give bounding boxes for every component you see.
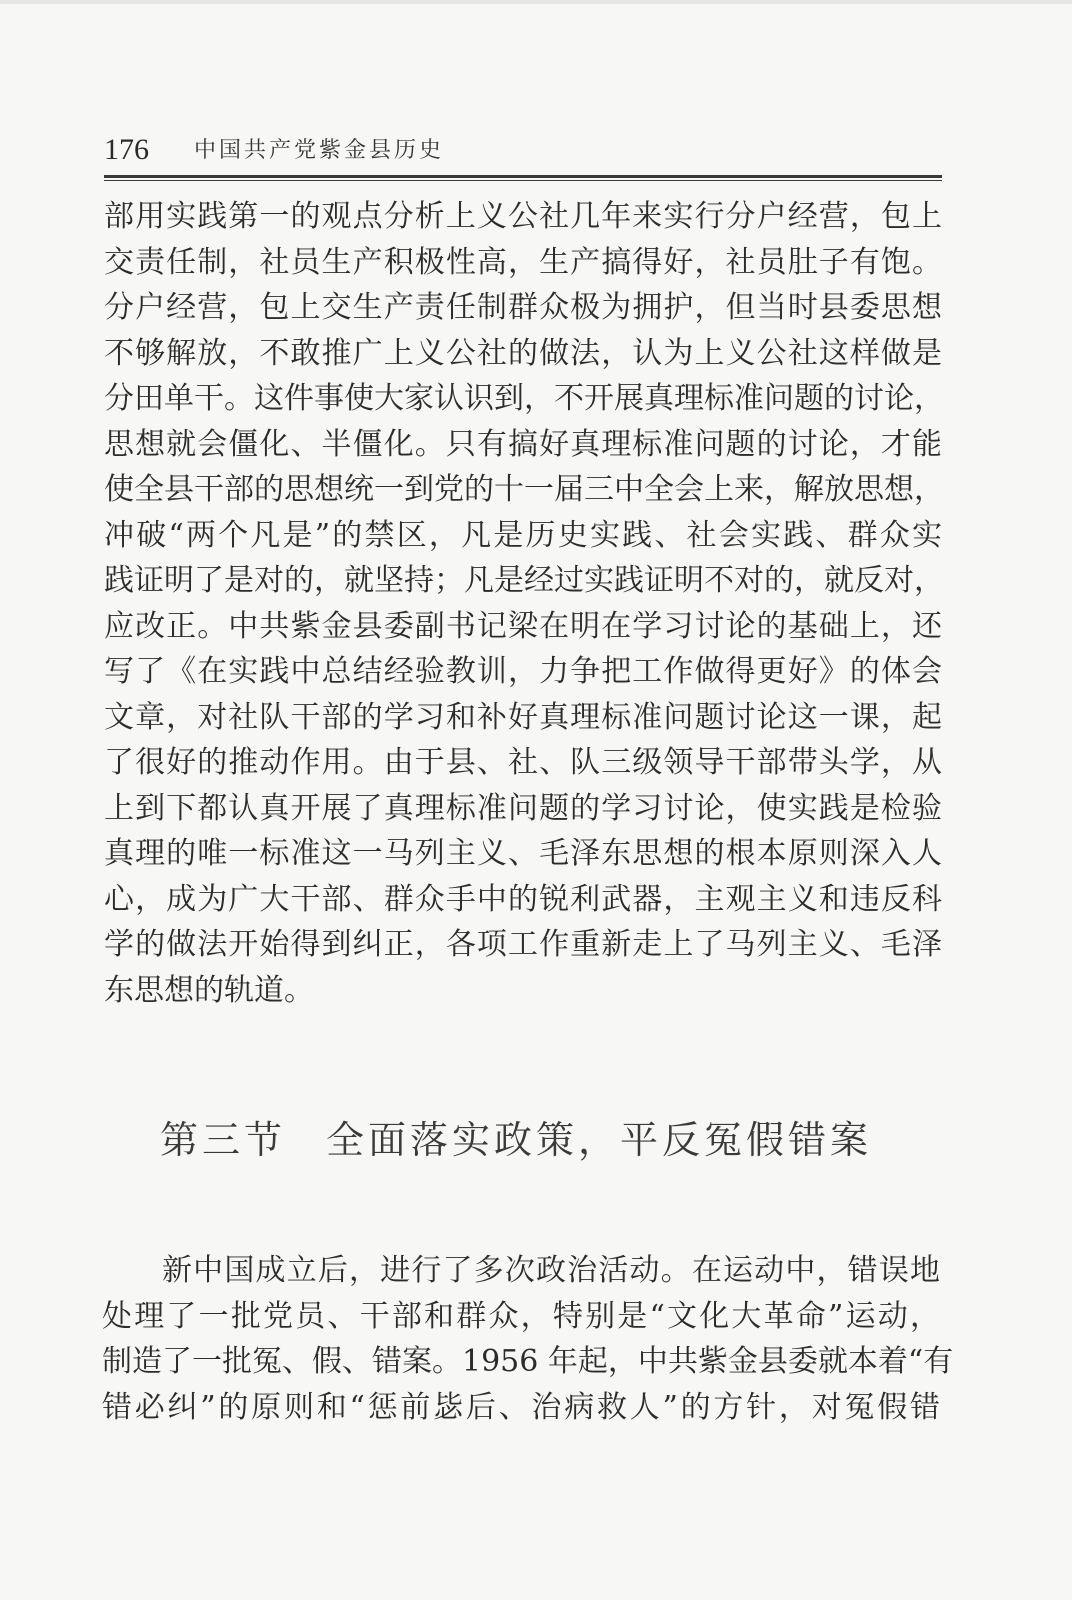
header-rule-thin xyxy=(104,180,942,181)
text-line: 了很好的推动作用。由于县、社、队三级领导干部带头学，从 xyxy=(104,745,942,780)
paragraph-2 xyxy=(102,1248,954,1430)
text-line: 冲破“两个凡是”的禁区，凡是历史实践、社会实践、群众实 xyxy=(104,517,942,553)
text-line: 心，成为广大干部、群众手中的锐利武器，主观主义和违反科 xyxy=(104,881,942,917)
text-line: 真理的唯一标准这一马列主义、毛泽东思想的根本原则深入人 xyxy=(104,836,942,871)
text-line: 分田单干。这件事使大家认识到，不开展真理标准问题的讨论， xyxy=(104,381,944,416)
text-line: 写了《在实践中总结经验教训，力争把工作做得更好》的体会 xyxy=(104,654,942,689)
page-top-edge xyxy=(0,0,1072,4)
paragraph-1 xyxy=(104,194,942,1013)
section-title: 全面落实政策，平反冤假错案 xyxy=(326,1118,873,1162)
text-line: 错必纠”的原则和“惩前毖后、治病救人”的方针，对冤假错 xyxy=(102,1389,940,1425)
text-line: 交责任制，社员生产积极性高，生产搞得好，社员肚子有饱。 xyxy=(104,244,942,280)
text-line: 制造了一批冤、假、错案。1956 年起，中共紫金县委就本着“有 xyxy=(102,1344,954,1379)
text-line: 处理了一批党员、干部和群众，特别是“文化大革命”运动， xyxy=(102,1298,940,1334)
text-line: 新中国成立后，进行了多次政治活动。在运动中，错误地 xyxy=(162,1253,940,1288)
text-line: 分户经营，包上交生产责任制群众极为拥护，但当时县委思想 xyxy=(104,290,942,325)
header-rule-thick xyxy=(104,175,942,178)
text-line: 学的做法开始得到纠正，各项工作重新走上了马列主义、毛泽 xyxy=(104,927,942,962)
text-line: 践证明了是对的，就坚持；凡是经过实践证明不对的，就反对， xyxy=(104,563,944,598)
page-number: 176 xyxy=(104,133,149,166)
section-number: 第三节 xyxy=(160,1118,287,1162)
text-line: 不够解放，不敢推广上义公社的做法，认为上义公社这样做是 xyxy=(104,335,942,371)
running-header xyxy=(104,130,944,170)
text-line: 部用实践第一的观点分析上义公社几年来实行分户经营，包上 xyxy=(104,199,942,234)
section-heading xyxy=(160,1115,920,1165)
text-line: 上到下都认真开展了真理标准问题的学习讨论，使实践是检验 xyxy=(104,790,942,826)
text-line: 文章，对社队干部的学习和补好真理标准问题讨论这一课，起 xyxy=(104,699,942,735)
book-title: 中国共产党紫金县历史 xyxy=(194,138,445,163)
text-line: 思想就会僵化、半僵化。只有搞好真理标准问题的讨论，才能 xyxy=(104,426,942,462)
text-line: 使全县干部的思想统一到党的十一届三中全会上来，解放思想， xyxy=(104,472,944,507)
text-line: 应改正。中共紫金县委副书记梁在明在学习讨论的基础上，还 xyxy=(104,608,942,644)
text-line: 东思想的轨道。 xyxy=(104,972,314,1008)
